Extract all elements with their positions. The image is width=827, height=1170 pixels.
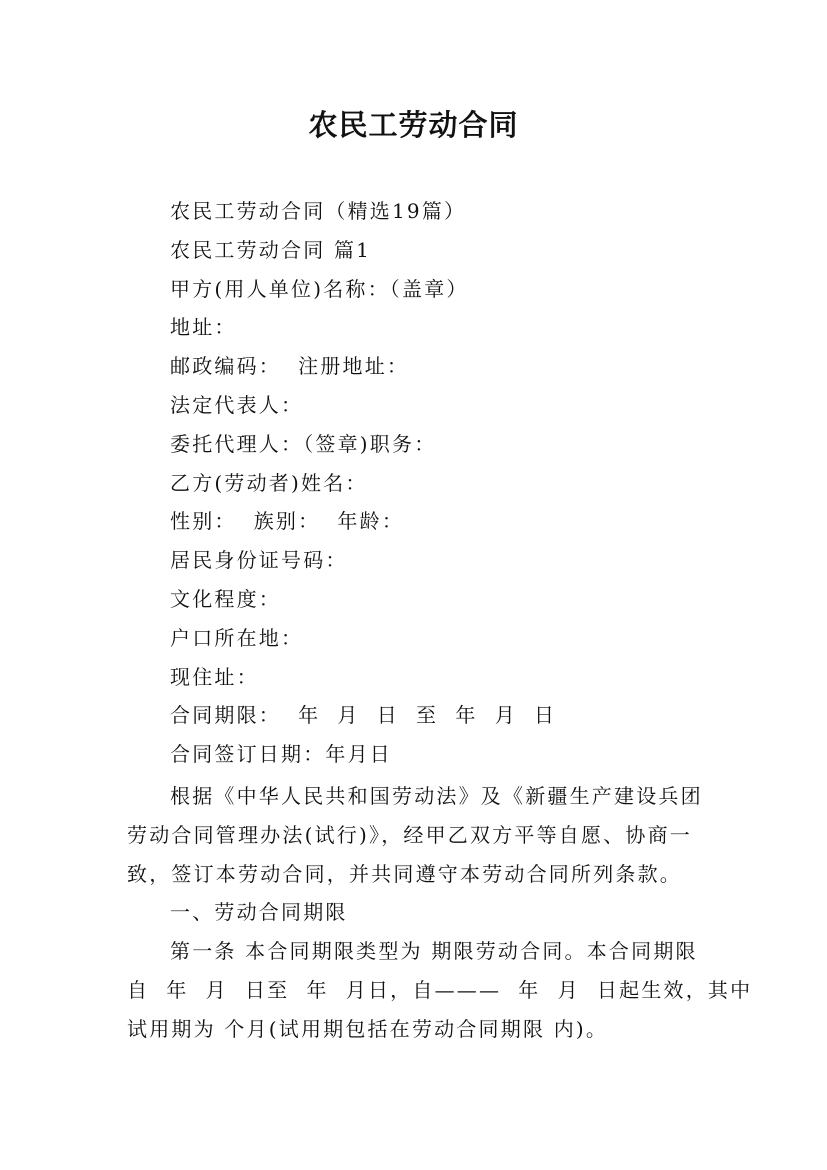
section-heading: 一、劳动合同期限	[170, 900, 348, 925]
document-title: 农民工劳动合同	[308, 108, 519, 142]
contract-header-fields	[170, 195, 730, 777]
field-party-a-name: 甲方(用人单位)名称：（盖章）	[170, 276, 469, 301]
field-id-number: 居民身份证号码：	[170, 548, 348, 573]
paragraph-line: 第一条 本合同期限类型为 期限劳动合同。本合同期限	[170, 939, 698, 964]
field-household-registration: 户口所在地：	[170, 625, 304, 650]
text-line-article-number: 农民工劳动合同 篇1	[170, 237, 372, 262]
paragraph-line: 劳动合同管理办法(试行)》，经甲乙双方平等自愿、协商一	[127, 822, 693, 847]
field-address: 地址：	[170, 315, 237, 340]
field-party-b-name: 乙方(劳动者)姓名：	[170, 470, 368, 495]
field-current-address: 现住址：	[170, 664, 259, 689]
paragraph-line: 自 年 月 日至 年 月日，自——— 年 月 日起生效，其中	[127, 977, 753, 1002]
paragraph-line: 试用期为 个月(试用期包括在劳动合同期限 内)。	[127, 1016, 609, 1041]
field-education: 文化程度：	[170, 586, 281, 611]
text-line-collection-title: 农民工劳动合同（精选19篇）	[170, 199, 467, 223]
field-entrusted-agent: 委托代理人：（签章)职务：	[170, 431, 437, 456]
field-postal-code: 邮政编码： 注册地址：	[170, 354, 410, 379]
paragraph-line: 根据《中华人民共和国劳动法》及《新疆生产建设兵团	[170, 784, 703, 808]
paragraph-preamble	[127, 777, 753, 1049]
field-signing-date: 合同签订日期：年月日	[170, 742, 392, 767]
field-gender-ethnicity-age: 性别： 族别： 年龄：	[170, 509, 405, 534]
paragraph-line: 致，签订本劳动合同，并共同遵守本劳动合同所列条款。	[127, 861, 682, 886]
field-legal-representative: 法定代表人：	[170, 392, 304, 417]
field-contract-term: 合同期限： 年 月 日 至 年 月 日	[170, 703, 557, 728]
